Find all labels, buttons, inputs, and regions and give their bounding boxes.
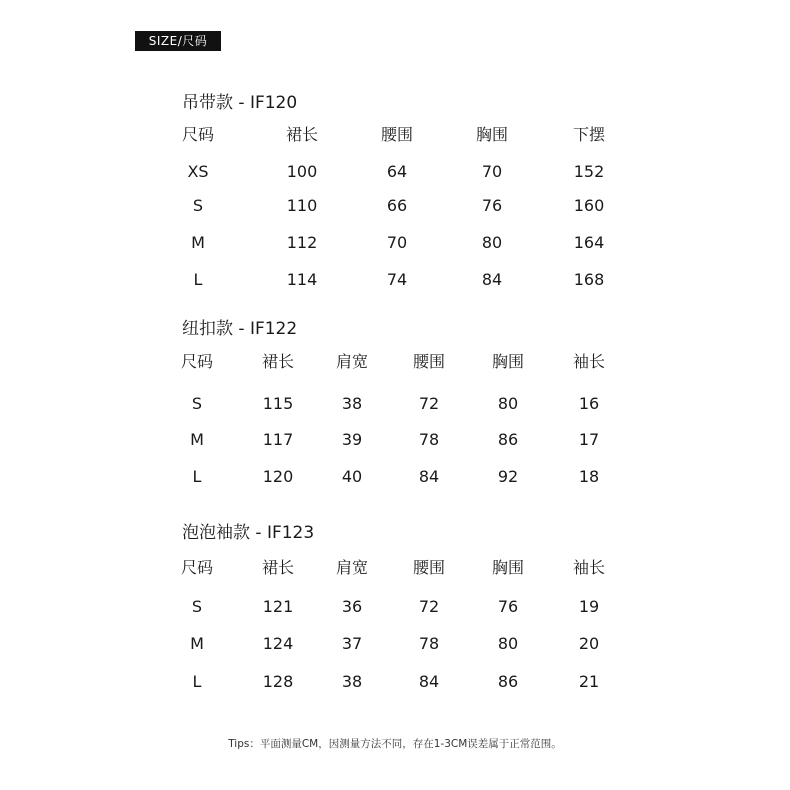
column-header: 胸围 xyxy=(475,125,509,144)
column-header: 腰围 xyxy=(412,558,446,577)
table-cell: 37 xyxy=(341,634,363,653)
column-header: 尺码 xyxy=(180,558,214,577)
column-header: 袖长 xyxy=(572,558,606,577)
column-header: 肩宽 xyxy=(335,352,369,371)
table-cell: 40 xyxy=(341,467,363,486)
column-header: 胸围 xyxy=(491,352,525,371)
size-cell: L xyxy=(193,270,203,289)
table-cell: 160 xyxy=(573,196,605,215)
table-cell: 36 xyxy=(341,597,363,616)
column-header: 胸围 xyxy=(491,558,525,577)
table-cell: 74 xyxy=(386,270,408,289)
table-cell: 64 xyxy=(386,162,408,181)
table-cell: 117 xyxy=(262,430,294,449)
table-cell: 20 xyxy=(578,634,600,653)
table-cell: 72 xyxy=(418,597,440,616)
table-cell: 38 xyxy=(341,394,363,413)
table-cell: 112 xyxy=(286,233,318,252)
table-cell: 76 xyxy=(497,597,519,616)
table-cell: 19 xyxy=(578,597,600,616)
table-cell: 72 xyxy=(418,394,440,413)
table-cell: 80 xyxy=(481,233,503,252)
tips-note: Tips：平面测量CM，因测量方法不同，存在1-3CM误差属于正常范围。 xyxy=(228,738,562,750)
table-cell: 18 xyxy=(578,467,600,486)
table-cell: 39 xyxy=(341,430,363,449)
size-cell: M xyxy=(191,233,205,252)
table-cell: 21 xyxy=(578,672,600,691)
column-header: 袖长 xyxy=(572,352,606,371)
table-cell: 70 xyxy=(481,162,503,181)
table-cell: 70 xyxy=(386,233,408,252)
table-cell: 16 xyxy=(578,394,600,413)
size-cell: S xyxy=(191,394,203,413)
size-cell: L xyxy=(192,467,202,486)
table-cell: 100 xyxy=(286,162,318,181)
column-header: 腰围 xyxy=(412,352,446,371)
size-cell: S xyxy=(192,196,204,215)
column-header: 裙长 xyxy=(285,125,319,144)
table-cell: 80 xyxy=(497,634,519,653)
table-cell: 84 xyxy=(418,672,440,691)
table-cell: 78 xyxy=(418,634,440,653)
table-cell: 121 xyxy=(262,597,294,616)
table-cell: 115 xyxy=(262,394,294,413)
section-title: 吊带款 - IF120 xyxy=(182,93,298,113)
table-cell: 80 xyxy=(497,394,519,413)
column-header: 下摆 xyxy=(572,125,606,144)
size-cell: M xyxy=(190,430,204,449)
column-header: 尺码 xyxy=(180,352,214,371)
table-cell: 114 xyxy=(286,270,318,289)
size-cell: M xyxy=(190,634,204,653)
size-badge: SIZE/尺码 xyxy=(135,31,221,51)
table-cell: 86 xyxy=(497,672,519,691)
table-cell: 168 xyxy=(573,270,605,289)
table-cell: 92 xyxy=(497,467,519,486)
section-title: 泡泡袖款 - IF123 xyxy=(182,523,315,543)
table-cell: 120 xyxy=(262,467,294,486)
size-cell: L xyxy=(192,672,202,691)
section-title: 纽扣款 - IF122 xyxy=(182,319,298,339)
table-cell: 164 xyxy=(573,233,605,252)
table-cell: 128 xyxy=(262,672,294,691)
table-cell: 66 xyxy=(386,196,408,215)
table-cell: 38 xyxy=(341,672,363,691)
size-cell: XS xyxy=(187,162,209,181)
table-cell: 152 xyxy=(573,162,605,181)
size-cell: S xyxy=(191,597,203,616)
column-header: 尺码 xyxy=(181,125,215,144)
column-header: 裙长 xyxy=(261,558,295,577)
column-header: 裙长 xyxy=(261,352,295,371)
column-header: 腰围 xyxy=(380,125,414,144)
table-cell: 86 xyxy=(497,430,519,449)
table-cell: 17 xyxy=(578,430,600,449)
table-cell: 76 xyxy=(481,196,503,215)
column-header: 肩宽 xyxy=(335,558,369,577)
table-cell: 84 xyxy=(481,270,503,289)
table-cell: 124 xyxy=(262,634,294,653)
table-cell: 110 xyxy=(286,196,318,215)
table-cell: 84 xyxy=(418,467,440,486)
table-cell: 78 xyxy=(418,430,440,449)
